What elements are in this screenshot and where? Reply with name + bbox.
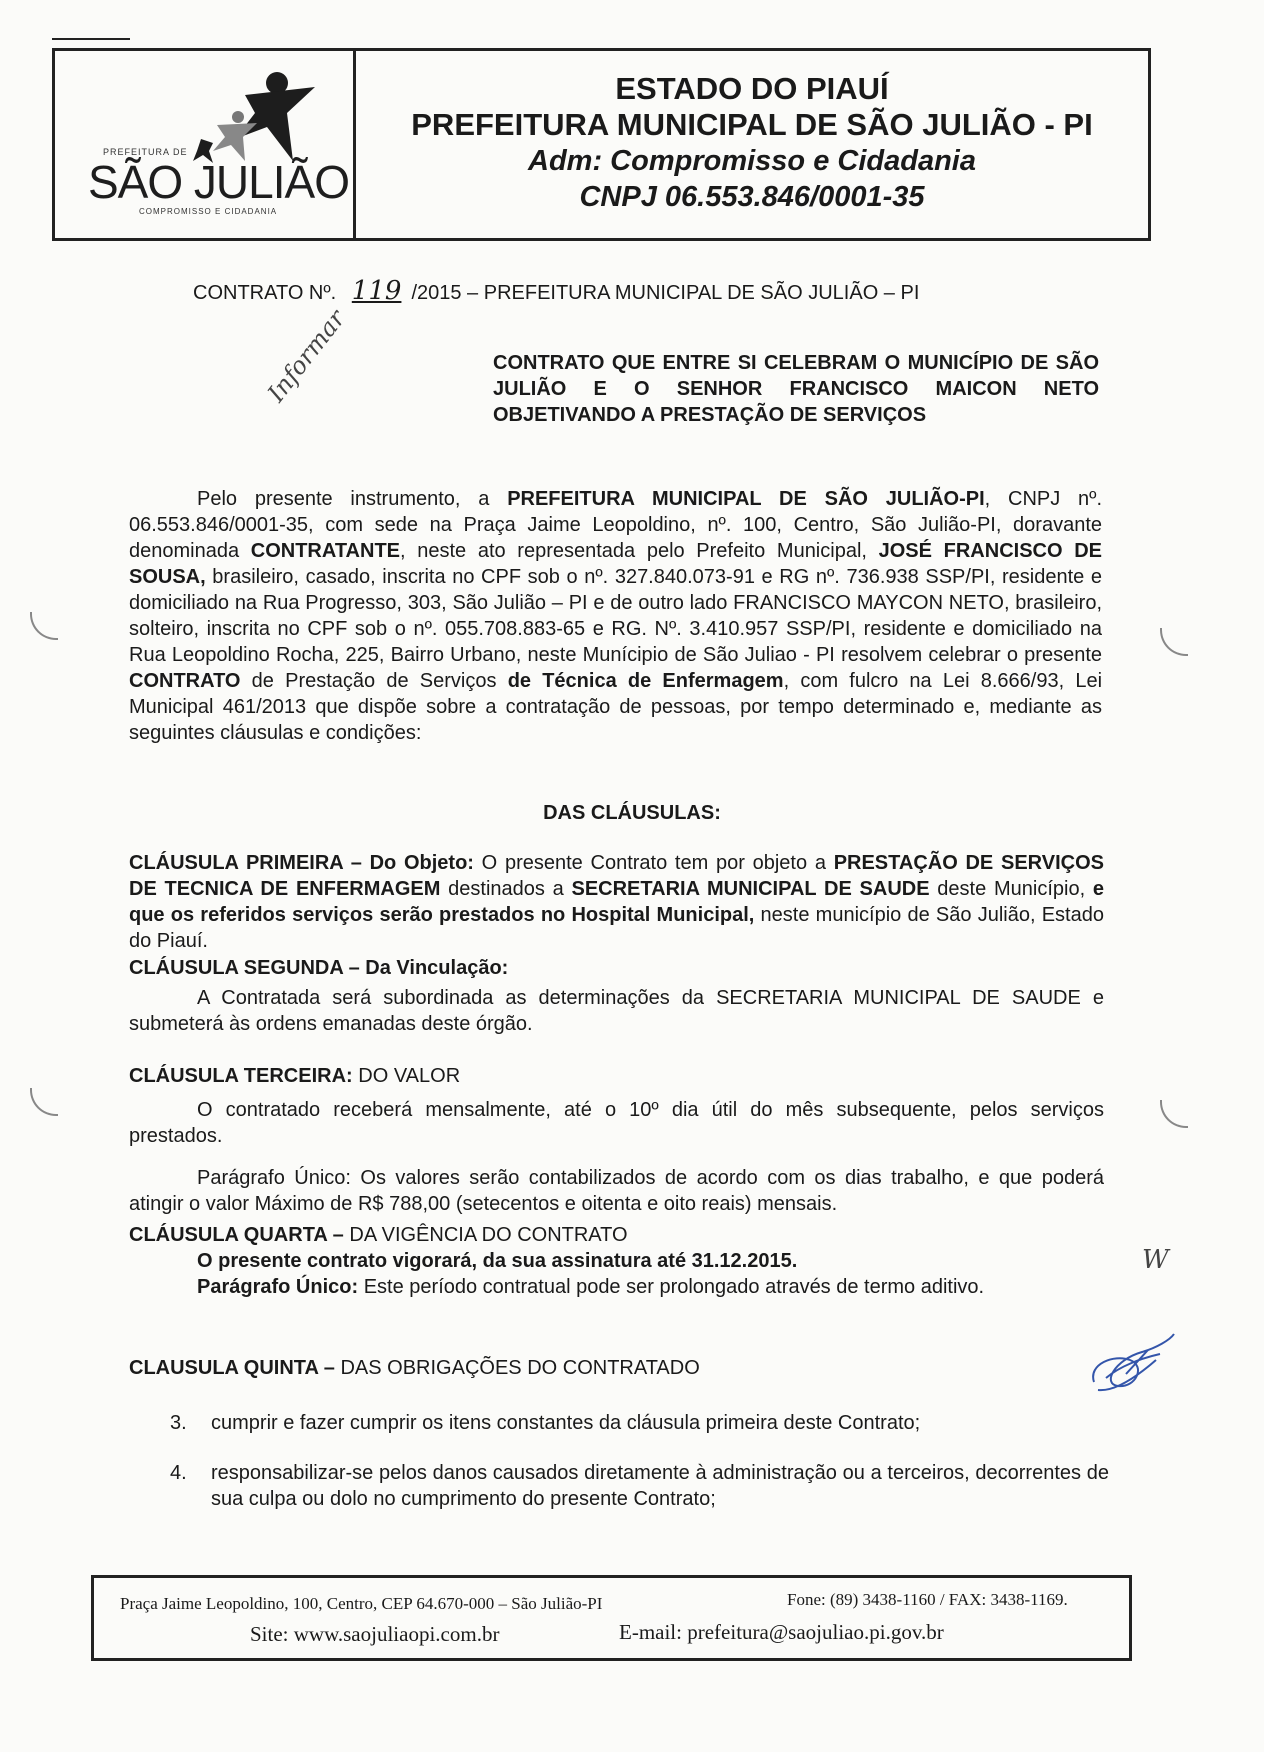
letterhead bbox=[52, 48, 1151, 241]
clauses-heading: DAS CLÁUSULAS: bbox=[543, 802, 721, 824]
preamble-bold: de Técnica de Enfermagem bbox=[507, 670, 784, 692]
preamble-bold: CONTRATO bbox=[129, 670, 241, 692]
punch-hole-mark bbox=[30, 1088, 58, 1116]
footer-address: Praça Jaime Leopoldino, 100, Centro, CEP 64.670-000 – São Julião-PI bbox=[120, 1594, 603, 1613]
punch-hole-mark bbox=[1160, 628, 1188, 656]
clause-4 bbox=[129, 1222, 1104, 1300]
clause-3-paragraph: Parágrafo Único: Os valores serão contabilizados de acordo com os dias trabalho, e que poderá atingir o valor Máximo de R$ 788,00 (setecentos e oitenta e oito reais) mensais. bbox=[129, 1167, 1104, 1215]
administration-motto: Adm: Compromisso e Cidadania bbox=[528, 145, 976, 177]
obligations-list bbox=[129, 1410, 1109, 1512]
list-item bbox=[129, 1410, 1109, 1436]
state-title: ESTADO DO PIAUÍ bbox=[615, 71, 889, 106]
clause-2-text: A Contratada será subordinada as determinações da SECRETARIA MUNICIPAL DE SAUDE e submeterá às ordens emanadas deste órgão. bbox=[129, 987, 1104, 1035]
clause-4-paragraph bbox=[129, 1274, 1104, 1300]
clauses-title: DAS CLÁUSULAS bbox=[543, 802, 715, 824]
clause-4-paragraph-text: Este período contratual pode ser prolongado através de termo aditivo. bbox=[358, 1276, 985, 1298]
logo-name: SÃO JULIÃO bbox=[88, 156, 349, 208]
logo-prefix: PREFEITURA DE bbox=[103, 147, 188, 157]
preamble-bold: PREFEITURA MUNICIPAL DE SÃO JULIÃO-PI bbox=[507, 488, 985, 510]
clause-2-title: CLÁUSULA SEGUNDA – Da Vinculação: bbox=[129, 957, 509, 979]
preamble-bold: CONTRATANTE bbox=[250, 540, 401, 562]
contract-number-line bbox=[193, 276, 919, 306]
punch-hole-mark bbox=[30, 612, 58, 640]
list-item bbox=[129, 1460, 1109, 1512]
clause-1-text: neste município de São Julião, Estado do Piauí. bbox=[129, 904, 1104, 952]
clause-3-text: O contratado receberá mensalmente, até o 10º dia útil do mês subsequente, pelos serviços prestados. bbox=[129, 1099, 1104, 1147]
header-cnpj: CNPJ 06.553.846/0001-35 bbox=[579, 181, 925, 213]
clause-1-bold: PRESTAÇÃO DE SERVIÇOS DE TECNICA DE ENFERMAGEM bbox=[129, 852, 1104, 900]
clause-5-title-bold: CLAUSULA QUINTA – bbox=[129, 1357, 335, 1379]
clause-4-paragraph-label: Parágrafo Único: bbox=[197, 1276, 359, 1298]
letterhead-text bbox=[356, 51, 1148, 238]
margin-initial: W bbox=[1142, 1245, 1169, 1275]
list-item-text: cumprir e fazer cumprir os itens constantes da cláusula primeira deste Contrato; bbox=[211, 1412, 921, 1434]
clause-1-bold: e que os referidos serviços serão prestados no Hospital Municipal, bbox=[129, 878, 1104, 926]
preamble-text: brasileiro, casado, inscrita no CPF sob o nº. 327.840.073-91 e RG nº. 736.938 SSP/PI, residente e domiciliado na Rua Progresso, 303, São Julião – PI e de outro lado FRANCISCO MAYCON NETO, brasileiro, solteiro, inscrita no CPF sob o nº. 055.708.883-65 e RG. Nº. 3.410.957 SSP/PI, residente e domiciliado na Rua Leopoldino Rocha, 225, Bairro Urbano, neste Munícipio de São Juliao - PI resolvem celebrar o presente bbox=[129, 566, 1102, 666]
preamble-text: , com fulcro na Lei 8.666/93, Lei Municipal 461/2013 que dispõe sobre a contratação de pessoas, por tempo determinado e, mediante as seguintes cláusulas e condições: bbox=[129, 670, 1103, 744]
punch-hole-mark bbox=[1160, 1100, 1188, 1128]
footer-site: Site: www.saojuliaopi.com.br bbox=[250, 1622, 500, 1646]
clause-1-bold: SECRETARIA MUNICIPAL DE SAUDE bbox=[571, 878, 930, 900]
clause-4-text bbox=[129, 1248, 1104, 1274]
list-item-number: 4. bbox=[170, 1462, 187, 1484]
prefecture-title: PREFEITURA MUNICIPAL DE SÃO JULIÃO - PI bbox=[411, 107, 1093, 142]
preamble-bold: JOSÉ FRANCISCO DE SOUSA, bbox=[129, 540, 1102, 588]
footer-box bbox=[91, 1575, 1132, 1661]
clause-1-text: deste Município, bbox=[929, 878, 1093, 900]
handwritten-note: Informar bbox=[262, 304, 351, 408]
contract-summary: CONTRATO QUE ENTRE SI CELEBRAM O MUNICÍPIO DE SÃO JULIÃO E O SENHOR FRANCISCO MAICON NETO OBJETIVANDO A PRESTAÇÃO DE SERVIÇOS bbox=[493, 352, 1099, 426]
municipal-logo bbox=[55, 51, 356, 238]
clause-4-title: CLÁUSULA QUARTA – bbox=[129, 1224, 344, 1246]
preamble bbox=[129, 486, 1102, 746]
clause-1 bbox=[129, 850, 1104, 954]
footer-phone: Fone: (89) 3438-1160 / FAX: 3438-1169. bbox=[787, 1590, 1068, 1609]
clause-3 bbox=[129, 1063, 1104, 1217]
preamble-text: , CNPJ nº. 06.553.846/0001-35, com sede na Praça Jaime Leopoldino, nº. 100, Centro, São Julião-PI, doravante denominada bbox=[129, 488, 1102, 562]
top-mark bbox=[52, 38, 130, 40]
preamble-text: de Prestação de Serviços bbox=[240, 670, 508, 692]
footer-email: E-mail: prefeitura@saojuliao.pi.gov.br bbox=[619, 1620, 944, 1644]
signature-scribble bbox=[1086, 1330, 1178, 1400]
clause-5-title-rest: DAS OBRIGAÇÕES DO CONTRATADO bbox=[334, 1357, 700, 1379]
clause-1-text: destinados a bbox=[440, 878, 572, 900]
preamble-text: , neste ato representada pelo Prefeito Municipal, bbox=[400, 540, 879, 562]
clause-1-title: CLÁUSULA PRIMEIRA – Do Objeto: bbox=[129, 852, 474, 874]
contract-prefix: CONTRATO Nº. bbox=[193, 282, 337, 304]
list-item-number: 3. bbox=[170, 1412, 187, 1434]
clause-4-title-rest: DA VIGÊNCIA DO CONTRATO bbox=[343, 1224, 628, 1246]
contract-number: 119 bbox=[351, 276, 402, 306]
contract-suffix: /2015 – PREFEITURA MUNICIPAL DE SÃO JULIÃO – PI bbox=[411, 282, 920, 304]
clause-3-title: CLÁUSULA TERCEIRA: bbox=[129, 1065, 353, 1087]
clause-4-text-bold: O presente contrato vigorará, da sua assinatura até 31.12.2015. bbox=[197, 1250, 798, 1272]
clause-1-text: O presente Contrato tem por objeto a bbox=[473, 852, 834, 874]
clause-5-title bbox=[129, 1355, 1104, 1381]
clause-3-title-rest: DO VALOR bbox=[352, 1065, 461, 1087]
list-item-text: responsabilizar-se pelos danos causados diretamente à administração ou a terceiros, decorrentes de sua culpa ou dolo no cumprimento do presente Contrato; bbox=[211, 1462, 1109, 1510]
preamble-text: Pelo presente instrumento, a bbox=[197, 488, 508, 510]
clause-2 bbox=[129, 955, 1104, 1037]
logo-tagline: COMPROMISSO E CIDADANIA bbox=[139, 207, 278, 216]
